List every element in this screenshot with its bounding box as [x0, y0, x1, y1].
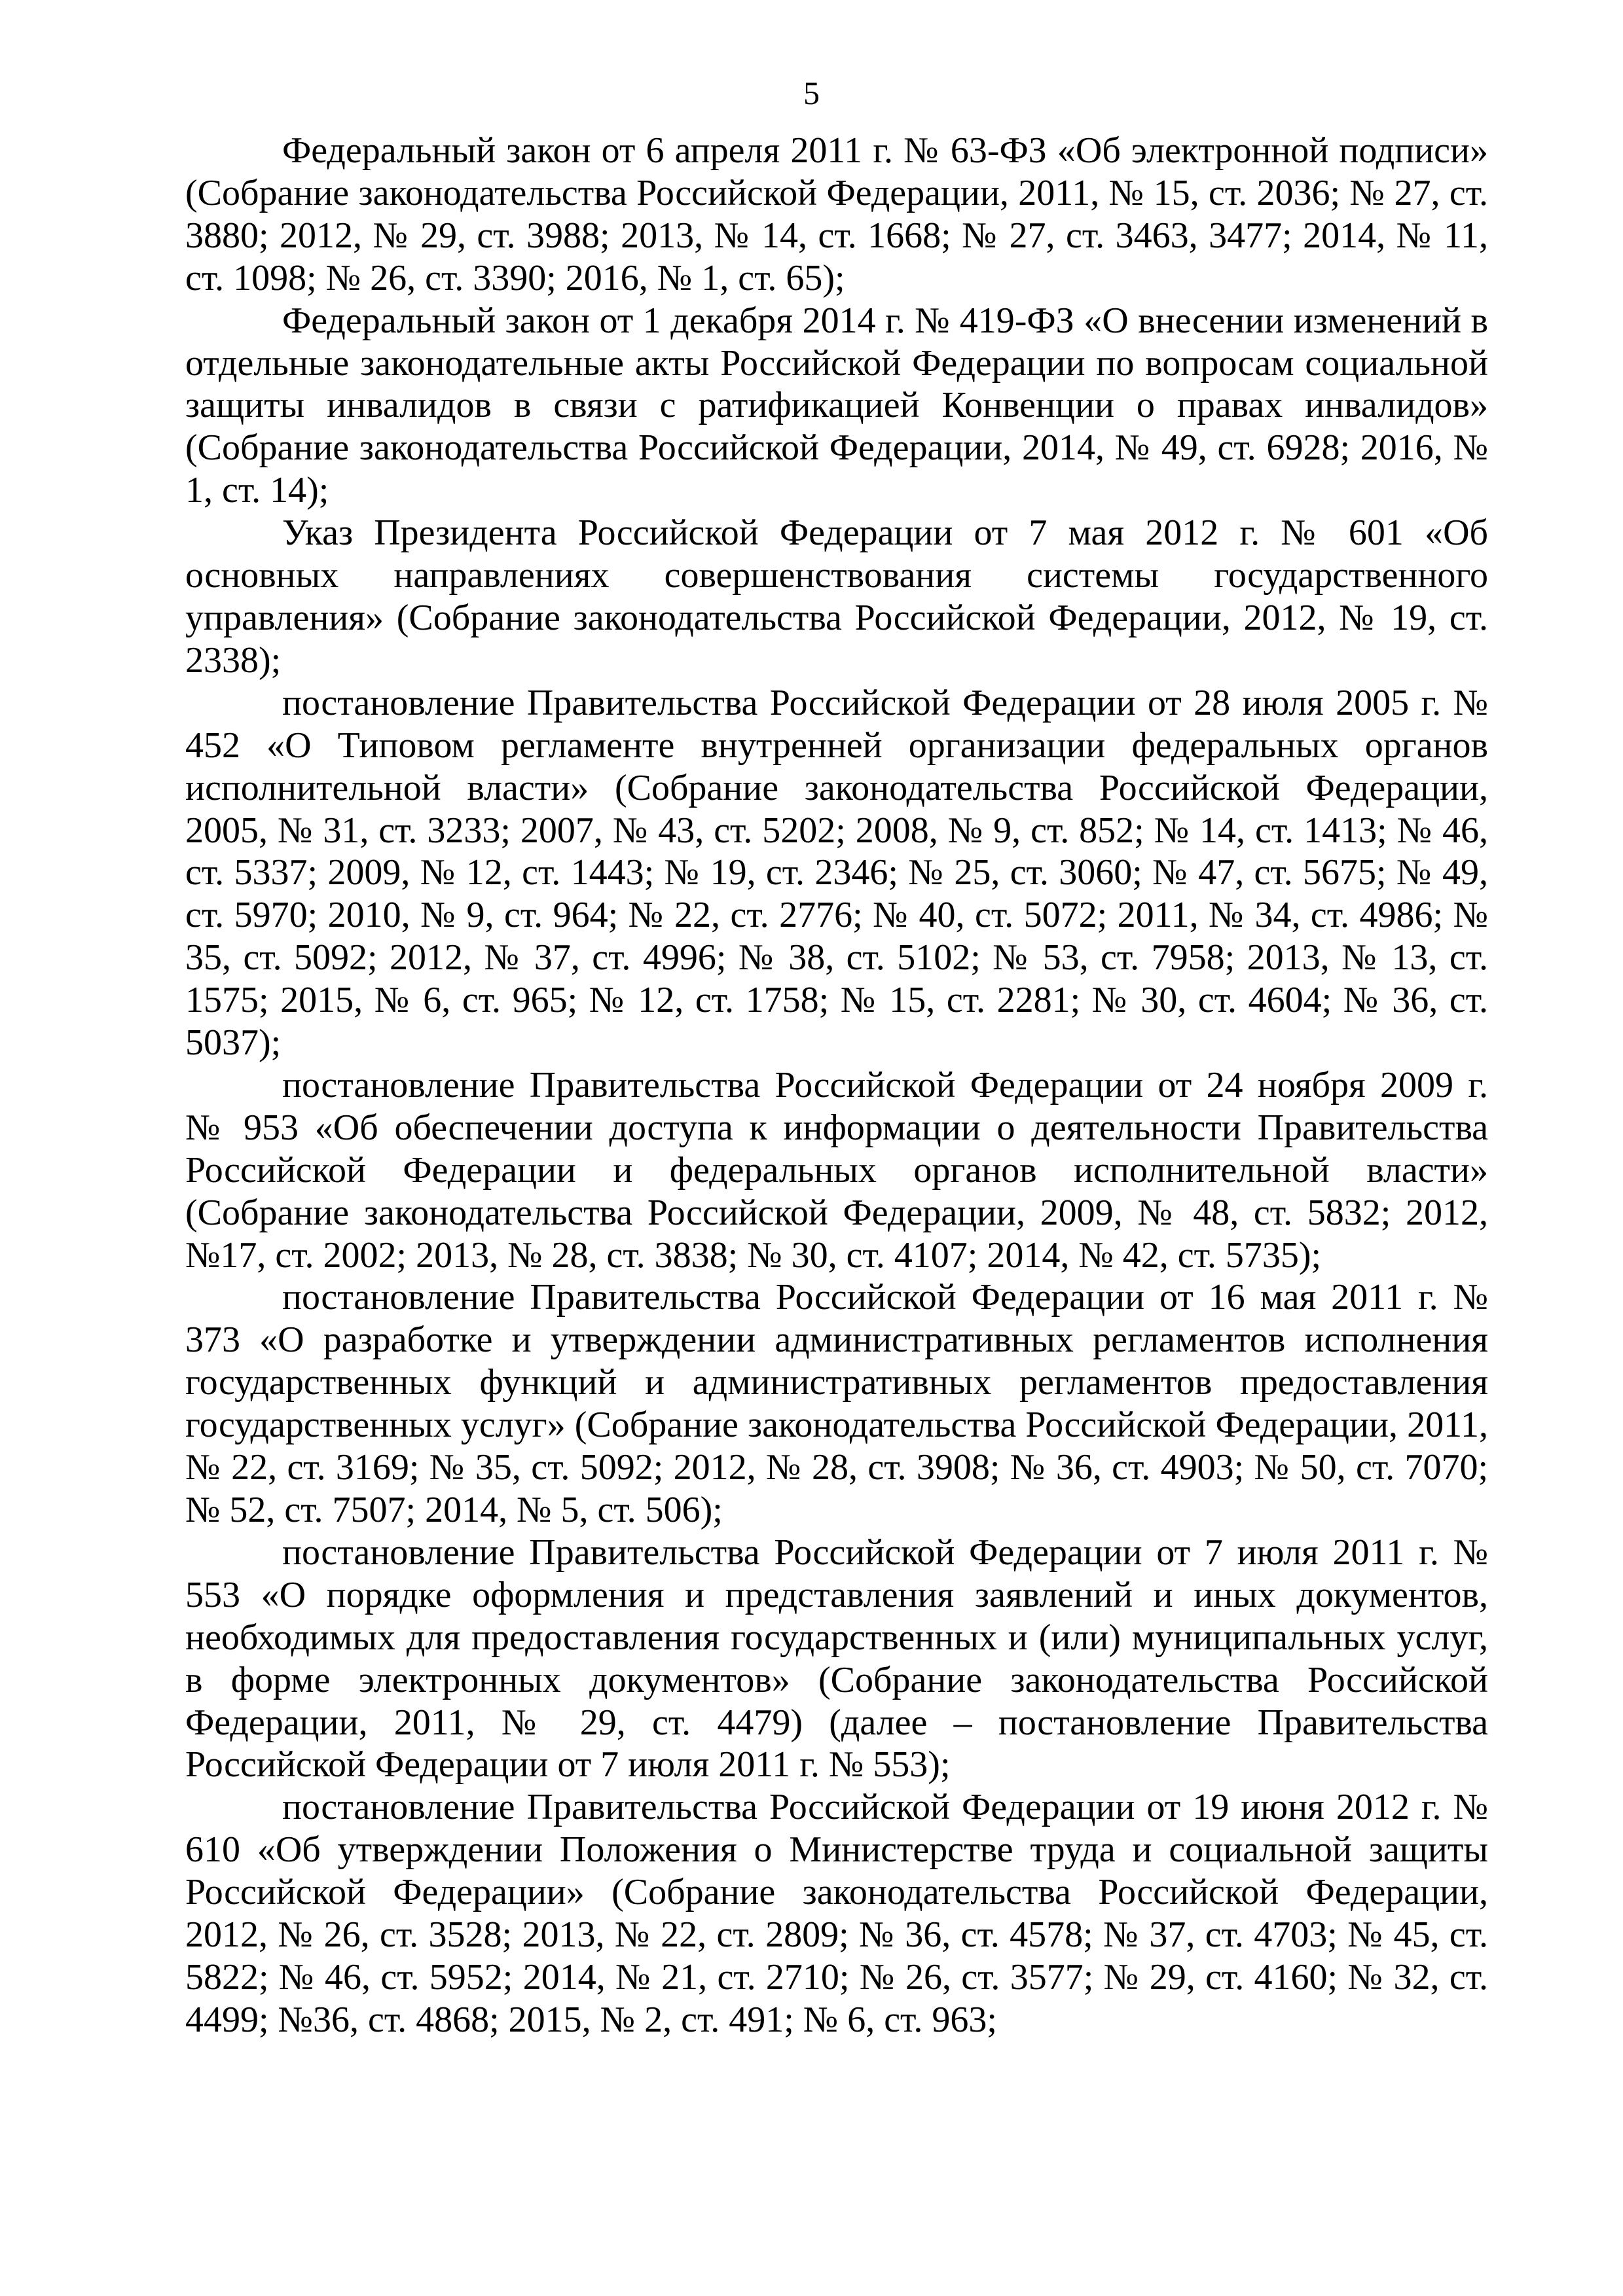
paragraph-resolution-953: постановление Правительства Российской Федерации от 24 ноября 2009 г. № 953 «Об обеспечении доступа к информации о деятельности Правительства Российской Федерации и федеральных органов исполнительной власти» (Собрание законодательства Российской Федерации, 2009, № 48, ст. 5832; 2012, №17, ст. 2002; 2013, № 28, ст. 3838; № 30, ст. 4107; 2014, № 42, ст. 5735);: [185, 1064, 1488, 1276]
paragraph-resolution-610: постановление Правительства Российской Федерации от 19 июня 2012 г. № 610 «Об утверждении Положения о Министерстве труда и социальной защиты Российской Федерации» (Собрание законодательства Российской Федерации, 2012, № 26, ст. 3528; 2013, № 22, ст. 2809; № 36, ст. 4578; № 37, ст. 4703; № 45, ст. 5822; № 46, ст. 5952; 2014, № 21, ст. 2710; № 26, ст. 3577; № 29, ст. 4160; № 32, ст. 4499; №36, ст. 4868; 2015, № 2, ст. 491; № 6, ст. 963;: [185, 1787, 1488, 2040]
paragraph-resolution-373: постановление Правительства Российской Федерации от 16 мая 2011 г. № 373 «О разработке и утверждении административных регламентов исполнения государственных функций и административных регламентов предоставления государственных услуг» (Собрание законодательства Российской Федерации, 2011, № 22, ст. 3169; № 35, ст. 5092; 2012, № 28, ст. 3908; № 36, ст. 4903; № 50, ст. 7070; № 52, ст. 7507; 2014, № 5, ст. 506);: [185, 1277, 1488, 1530]
paragraph-decree-601: Указ Президента Российской Федерации от 7 мая 2012 г. № 601 «Об основных направлениях совершенствования системы государственного управления» (Собрание законодательства Российской Федерации, 2012, № 19, ст. 2338);: [185, 512, 1488, 681]
paragraph-resolution-553: постановление Правительства Российской Федерации от 7 июля 2011 г. № 553 «О порядке оформления и представления заявлений и иных документов, необходимых для предоставления государственных и (или) муниципальных услуг, в форме электронных документов» (Собрание законодательства Российской Федерации, 2011, № 29, ст. 4479) (далее – постановление Правительства Российской Федерации от 7 июля 2011 г. № 553);: [185, 1532, 1488, 1785]
page-number: 5: [803, 75, 820, 111]
paragraph-resolution-452: постановление Правительства Российской Федерации от 28 июля 2005 г. № 452 «О Типовом регламенте внутренней организации федеральных органов исполнительной власти» (Собрание законодательства Российской Федерации, 2005, № 31, ст. 3233; 2007, № 43, ст. 5202; 2008, № 9, ст. 852; № 14, ст. 1413; № 46, ст. 5337; 2009, № 12, ст. 1443; № 19, ст. 2346; № 25, ст. 3060; № 47, ст. 5675; № 49, ст. 5970; 2010, № 9, ст. 964; № 22, ст. 2776; № 40, ст. 5072; 2011, № 34, ст. 4986; № 35, ст. 5092; 2012, № 37, ст. 4996; № 38, ст. 5102; № 53, ст. 7958; 2013, № 13, ст. 1575; 2015, № 6, ст. 965; № 12, ст. 1758; № 15, ст. 2281; № 30, ст. 4604; № 36, ст. 5037);: [185, 682, 1488, 1064]
paragraph-law-419fz: Федеральный закон от 1 декабря 2014 г. № 419-ФЗ «О внесении изменений в отдельные законодательные акты Российской Федерации по вопросам социальной защиты инвалидов в связи с ратификацией Конвенции о правах инвалидов» (Собрание законодательства Российской Федерации, 2014, № 49, ст. 6928; 2016, № 1, ст. 14);: [185, 300, 1488, 511]
paragraph-law-63fz: Федеральный закон от 6 апреля 2011 г. № 63-ФЗ «Об электронной подписи» (Собрание законодательства Российской Федерации, 2011, № 15, ст. 2036; № 27, ст. 3880; 2012, № 29, ст. 3988; 2013, № 14, ст. 1668; № 27, ст. 3463, 3477; 2014, № 11, ст. 1098; № 26, ст. 3390; 2016, № 1, ст. 65);: [185, 130, 1488, 298]
document-body: [185, 130, 1488, 2041]
